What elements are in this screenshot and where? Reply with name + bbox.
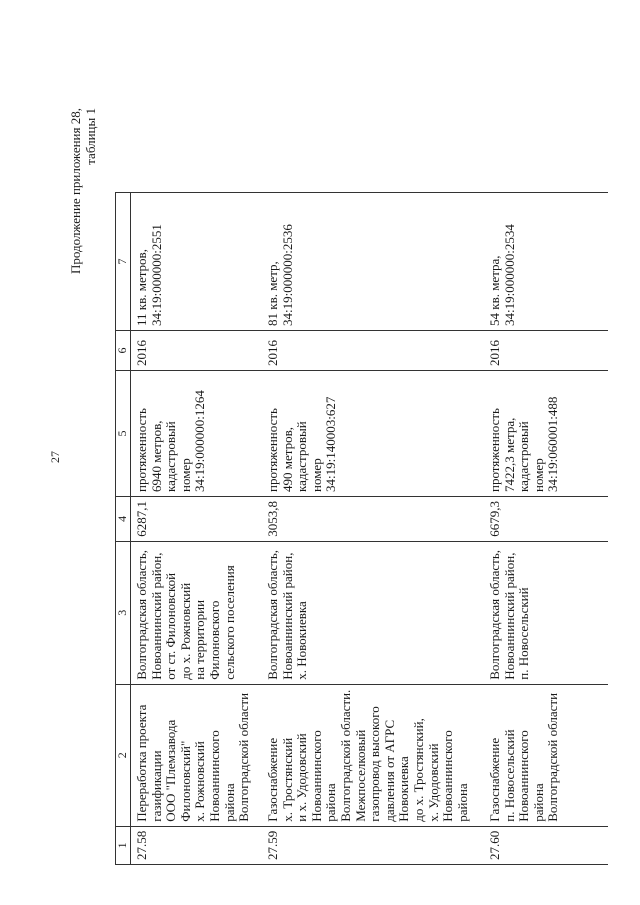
table-row [131,193,263,865]
page-number: 27 [48,451,62,463]
text-line: номер [530,458,546,492]
text-line: давления от АГРС [381,719,397,822]
text-line: газификации [148,750,164,822]
capacity-cell [131,193,263,331]
location-cell [484,541,608,684]
text-line: номер [308,458,324,492]
column-header-4: 4 [116,497,131,542]
text-line: 34:19:060001:488 [545,396,561,492]
text-line: Волгоградская область, [487,549,502,680]
text-line: х. Тростянский [279,737,295,822]
continuation-line-1: Продолжение приложения 28, [68,108,83,275]
text-line: 34:19:000000:1264 [192,390,208,492]
text-line: Новоаннинский район, [148,552,164,680]
cost-cell: 6287,1 [131,497,263,542]
text-line: номер [177,458,193,492]
text-line: Волгоградской области. [337,689,353,822]
text-line: 11 кв. метров, [134,249,149,326]
text-line: сельского поселения [221,565,237,680]
text-line: Новоаннинский район, [501,552,517,680]
text-line: 490 метров, [279,427,295,492]
text-line: до х. Тростянский, [410,718,426,822]
text-line: х. Новокиевка [294,601,310,680]
text-line: газопровод высокого [367,706,383,822]
text-line: кадастровый [163,421,179,492]
data-table [115,192,608,865]
text-line: Новоаннинского района [516,730,546,822]
text-line: Межпоселковый [352,729,368,822]
text-line: и х. Удодовский [294,733,310,822]
text-line: Новоаннинского района [440,730,470,822]
column-header-3: 3 [116,541,131,684]
text-line: кадастровый [516,421,532,492]
text-line: Новокиевка [396,756,412,822]
params-cell [262,371,484,497]
row-number: 27.58 [131,826,263,864]
table-row [484,193,608,865]
params-cell [484,371,608,497]
text-line: протяженность [265,408,280,492]
text-line: Волгоградская область, [134,549,149,680]
text-line: на территории [192,599,208,680]
continuation-caption [68,108,98,274]
column-header-6: 6 [116,331,131,371]
object-name-cell [262,684,484,826]
text-line: Филоновского [206,600,222,680]
row-number: 27.60 [484,826,608,864]
text-line: до х. Рожновский [177,582,193,680]
object-name-cell [131,684,263,826]
header-row [116,193,131,865]
text-line: Новоаннинского района [206,730,237,822]
text-line: Филоновский" [177,740,193,822]
text-line: Волгоградской области [236,692,252,822]
text-line: 81 кв. метр, [265,261,280,326]
text-line: Газоснабжение [487,737,502,822]
object-name-cell [484,684,608,826]
year-cell: 2016 [262,331,484,371]
text-line: п. Новосельский [501,729,517,822]
cost-cell: 6679,3 [484,497,608,542]
text-line: кадастровый [294,421,310,492]
text-line: х. Удодовский [425,743,441,822]
text-line: 6940 метров, [148,420,164,492]
table-row [262,193,484,865]
cost-cell: 3053,8 [262,497,484,542]
text-line: Переработка проекта [134,704,149,822]
text-line: 34:19:000000:2551 [148,224,164,326]
text-line: Новоаннинского района [308,730,339,822]
year-cell: 2016 [484,331,608,371]
text-line: 54 кв. метра, [487,255,502,326]
text-line: х. Рожновский [192,741,208,822]
params-cell [131,371,263,497]
text-line: Новоаннинский район, [279,552,295,680]
location-cell [131,541,263,684]
text-line: 34:19:000000:2536 [279,224,295,326]
continuation-line-2: таблицы 1 [83,108,98,165]
text-line: Волгоградская область, [265,549,280,680]
column-header-7: 7 [116,193,131,331]
text-line: 7422,3 метра, [501,417,517,492]
column-header-1: 1 [116,826,131,864]
text-line: протяженность [134,408,149,492]
location-cell [262,541,484,684]
column-header-5: 5 [116,371,131,497]
text-line: ООО "Племзавода [163,719,179,822]
text-line: 34:19:140003:627 [323,396,339,492]
text-line: 34:19:000000:2534 [501,224,517,326]
column-header-2: 2 [116,684,131,826]
capacity-cell [262,193,484,331]
text-line: п. Новосельский [516,587,532,680]
row-number: 27.59 [262,826,484,864]
year-cell: 2016 [131,331,263,371]
text-line: Газоснабжение [265,737,280,822]
text-line: протяженность [487,408,502,492]
text-line: от ст. Филоновской [163,572,179,680]
capacity-cell [484,193,608,331]
text-line: Волгоградской области [545,692,561,822]
